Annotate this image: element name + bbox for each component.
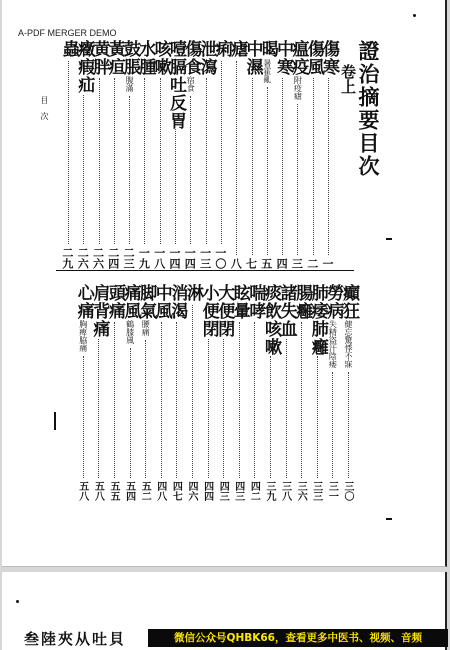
next-page-text: 叁陸夾从吐貝: [24, 630, 127, 648]
leader-dots: [317, 356, 318, 478]
toc-entry-name: 眩暈: [229, 284, 250, 320]
leader-dots: [252, 78, 253, 255]
leader-dots: [332, 372, 333, 478]
toc-entry-name: 肩背痛: [89, 284, 110, 338]
page-number: 五: [259, 258, 273, 269]
leader-dots: [161, 322, 162, 478]
leader-dots: [221, 61, 222, 244]
scan-mark: [54, 412, 56, 430]
page-number: 四二: [248, 481, 260, 501]
toc-entry-name: 淋: [183, 284, 203, 302]
toc-entry-name: 瘟疫: [288, 40, 309, 76]
leader-dots: [83, 356, 84, 478]
watermark-label: A-PDF MERGER DEMO: [18, 28, 117, 38]
page-number: 四七: [170, 481, 182, 501]
toc-entry-note: 胸痺脇痛: [78, 320, 88, 352]
toc-entry-note: 健忘驚悸不寐: [344, 320, 353, 368]
promo-banner: 微信公众号QHBK66，查看更多中医书、视频、音频: [148, 629, 448, 647]
page-number: 八: [229, 258, 243, 269]
page-number: 四三: [232, 481, 244, 501]
toc-entry-name: 中寒: [273, 40, 294, 76]
page-number: 一九: [137, 247, 151, 269]
side-label: 目 次: [40, 96, 49, 120]
page-number: 一四: [168, 247, 181, 269]
leader-dots: [301, 322, 302, 478]
page-number: 三: [290, 258, 304, 269]
toc-entry-name: 小便閉: [198, 284, 219, 338]
page-number: 一三: [198, 247, 212, 269]
toc-entry-name: 痰飲咳嗽: [261, 284, 281, 356]
leader-dots: [192, 305, 193, 478]
leader-dots: [98, 339, 99, 478]
page-number: 三九: [264, 481, 275, 501]
toc-entry-name: 水腫: [135, 40, 156, 76]
page-number: 二四: [106, 247, 120, 269]
toc-entry-name: 傷寒: [319, 40, 339, 76]
leader-dots: [175, 129, 176, 244]
page-number: 二九: [60, 247, 74, 269]
page-number: 三六: [295, 481, 307, 501]
toc-entry-note: 附疫瘧: [293, 76, 303, 100]
toc-entry-name: 大便閉: [214, 284, 235, 338]
page-number: 一八: [152, 247, 166, 269]
leader-dots: [208, 339, 209, 478]
leader-dots: [144, 78, 145, 244]
toc-entry-name: 痢: [211, 40, 232, 58]
page-number: 四八: [154, 481, 166, 501]
scan-mark: [386, 238, 392, 240]
page-number: 二六: [91, 247, 105, 269]
leader-dots: [160, 78, 161, 244]
page-number: 一四: [183, 247, 197, 269]
leader-dots: [267, 87, 268, 255]
leader-dots: [130, 348, 131, 478]
page-number: 五五: [108, 481, 119, 501]
leader-dots: [236, 61, 237, 255]
leader-dots: [83, 95, 84, 244]
leader-dots: [239, 322, 240, 478]
toc-entry-name: 泄瀉: [196, 40, 217, 76]
page-number: 五二: [139, 481, 151, 501]
toc-entry-note: 腰痛: [141, 320, 151, 336]
toc-entry-name: 暍: [257, 40, 278, 58]
scan-speck: [413, 14, 416, 17]
toc-entry-name: 消渴: [167, 284, 188, 320]
document-page: [2, 0, 447, 567]
toc-entry-name: 咳嗽: [150, 40, 171, 76]
toc-entry-name: 癥瘕疝: [74, 40, 95, 94]
toc-entry-name: 肺痿肺癰: [307, 284, 328, 356]
page-number: 三八: [279, 481, 291, 501]
leader-dots: [282, 78, 283, 255]
leader-dots: [313, 78, 314, 255]
toc-entry-name: 喘哮: [245, 284, 266, 320]
leader-dots: [286, 339, 287, 478]
page-number: 二六: [76, 247, 90, 269]
page-title: 證治摘要目次: [356, 40, 381, 178]
page-number: 四六: [186, 481, 197, 501]
leader-dots: [129, 96, 130, 244]
leader-dots: [206, 78, 207, 244]
leader-dots: [254, 322, 255, 478]
leader-dots: [68, 61, 69, 244]
toc-entry-name: 頭痛: [105, 284, 125, 320]
toc-entry-name: 諸失血: [276, 284, 297, 338]
page-number: 四四: [201, 481, 213, 501]
toc-entry-name: 心痛: [73, 284, 94, 320]
leader-dots: [223, 339, 224, 478]
scan-speck: [16, 600, 19, 603]
page-number: 一〇: [213, 247, 227, 269]
page-number: 一: [321, 258, 334, 269]
leader-dots: [348, 372, 349, 478]
toc-entry-name: 傷食: [181, 40, 202, 76]
leader-dots: [99, 78, 100, 244]
page-number: 七: [244, 258, 258, 269]
page-number: 五八: [92, 481, 104, 501]
leader-dots: [270, 356, 271, 478]
toc-entry-name: 癲狂: [339, 284, 359, 320]
toc-entry-name: 瘧: [227, 40, 248, 58]
toc-entry-name: 痛風: [120, 284, 141, 320]
toc-entry-name: 腸癰: [292, 284, 313, 320]
toc-entry-name: 中濕: [242, 40, 263, 76]
toc-entry-note: 宿食: [186, 76, 196, 92]
leader-dots: [328, 78, 329, 255]
page-number: 二三: [122, 247, 136, 269]
toc-entry-name: 脚氣: [136, 284, 157, 320]
page-number: 四三: [217, 481, 229, 501]
leader-dots: [114, 322, 115, 478]
leader-dots: [190, 96, 191, 244]
toc-entry-name: 黄胖: [89, 40, 110, 76]
leader-dots: [114, 78, 115, 244]
toc-entry-note: 腹滿: [125, 76, 135, 92]
toc-entry-note: 鶴膝風: [125, 320, 135, 344]
toc-entry-note: 失精盜汗陰痿: [328, 320, 338, 368]
toc-entry-name: 黃疸: [104, 40, 125, 76]
toc-entry-name: 中風: [151, 284, 172, 320]
page-number: 四: [275, 258, 289, 269]
page-number: 三一: [326, 481, 338, 501]
page-number: 二: [305, 258, 319, 269]
scan-mark: [386, 518, 392, 520]
toc-entry-name: 傷風: [303, 40, 324, 76]
toc-entry-name: 蟲: [58, 40, 79, 58]
volume-label: 卷上: [339, 64, 357, 94]
toc-entry-name: 勞病: [323, 284, 344, 320]
leader-dots: [297, 104, 298, 255]
toc-entry-note: 暑霍亂: [262, 59, 272, 83]
leader-dots: [145, 340, 146, 478]
divider-rule: [56, 270, 354, 271]
page-number: 五四: [123, 481, 135, 501]
page-number: 三三: [310, 481, 322, 501]
page-number: 五八: [76, 481, 88, 501]
toc-entry-name: 噎膈吐反胃: [166, 40, 186, 130]
leader-dots: [176, 322, 177, 478]
toc-entry-name: 鼓脹: [120, 40, 141, 76]
page-number: 三〇: [342, 481, 353, 501]
